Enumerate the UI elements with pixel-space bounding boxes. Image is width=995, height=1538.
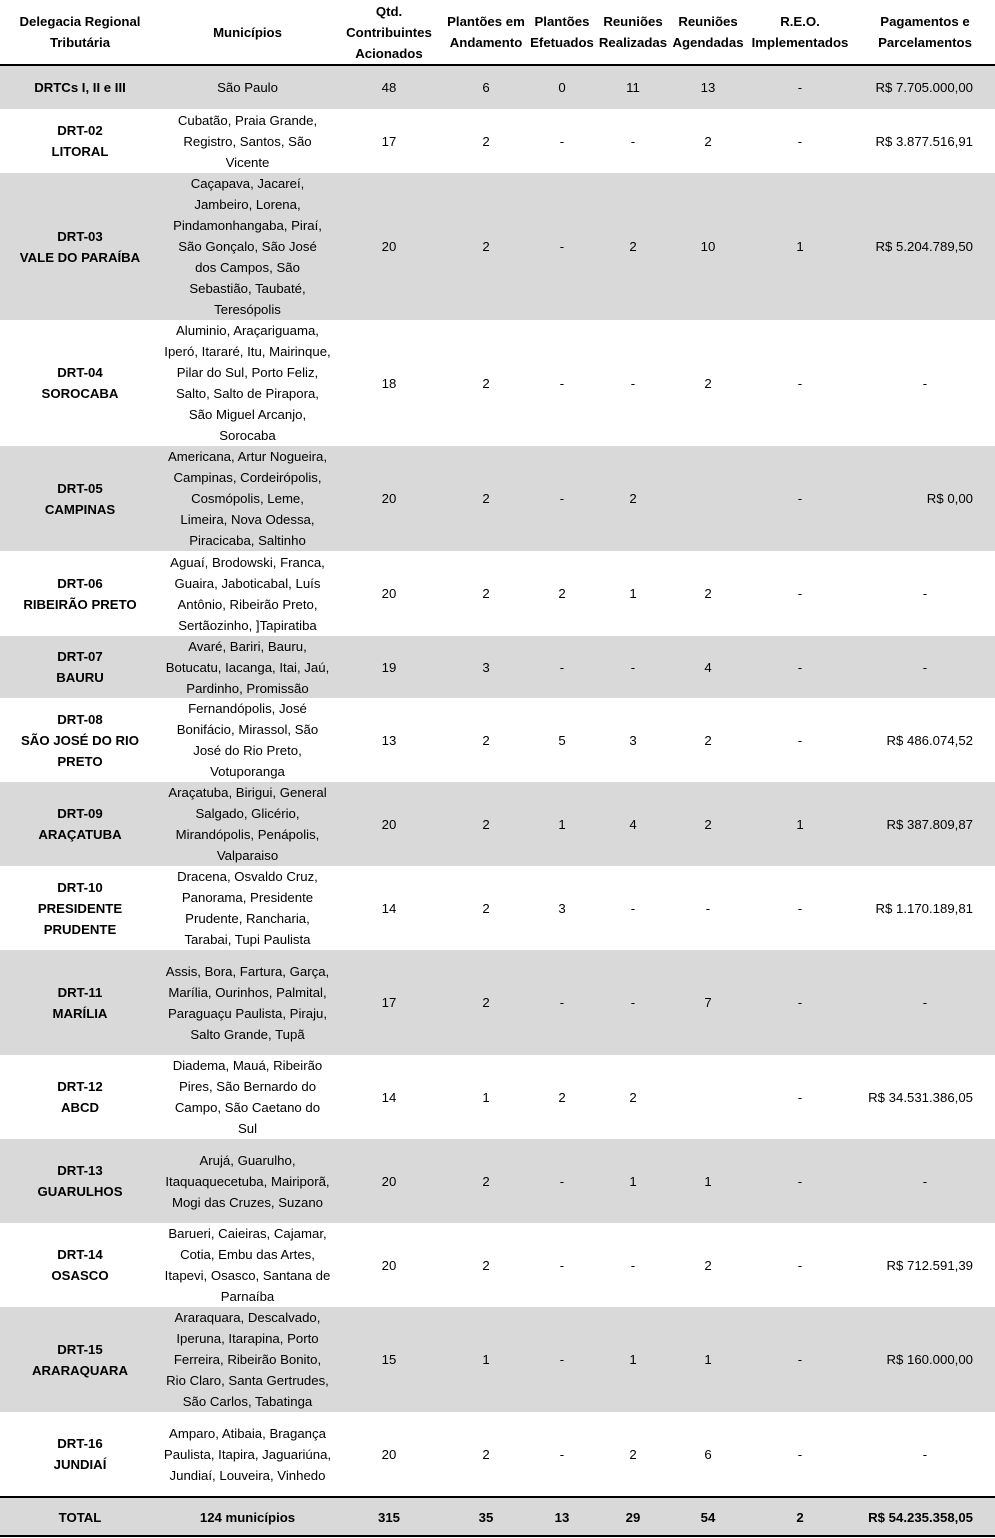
shifts-done-cell: - bbox=[559, 1446, 565, 1462]
contributors-cell: 13 bbox=[381, 732, 397, 748]
payments-cell: R$ 34.531.386,05 bbox=[868, 1089, 973, 1105]
shifts-done-cell: 13 bbox=[554, 1509, 570, 1525]
contributors-cell: 19 bbox=[381, 659, 397, 675]
municipalities-cell: Fernandópolis, José Bonifácio, Mirassol, São José do Rio Preto, Votuporanga bbox=[176, 701, 319, 779]
payments-cell: R$ 0,00 bbox=[926, 491, 973, 506]
header-region: Delegacia Regional Tributária bbox=[19, 14, 141, 50]
payments-cell: - bbox=[922, 995, 928, 1010]
meetings-done-cell: 1 bbox=[629, 586, 637, 601]
meetings-done-cell: - bbox=[630, 1257, 636, 1273]
payments-cell: - bbox=[922, 1173, 928, 1189]
reo-cell: - bbox=[797, 491, 803, 506]
meetings-scheduled-cell: 6 bbox=[704, 1446, 712, 1462]
municipalities-cell: Cubatão, Praia Grande, Registro, Santos, São Vicente bbox=[177, 112, 318, 170]
contributors-cell: 20 bbox=[381, 239, 397, 254]
shifts-ongoing-cell: 2 bbox=[482, 586, 490, 601]
table-row bbox=[0, 950, 995, 1055]
reo-cell: 1 bbox=[796, 816, 804, 832]
table-row bbox=[0, 109, 995, 173]
header-payments: Pagamentos e Parcelamentos bbox=[878, 14, 972, 50]
meetings-done-cell: 2 bbox=[629, 239, 637, 254]
region-cell: DRT-16 JUNDIAÍ bbox=[53, 1436, 107, 1472]
meetings-scheduled-cell: 13 bbox=[700, 80, 716, 95]
region-cell: DRT-07 BAURU bbox=[56, 649, 104, 685]
municipalities-cell: Barueri, Caieiras, Cajamar, Cotia, Embu das Artes, Itapevi, Osasco, Santana de Parnaíba bbox=[164, 1226, 331, 1304]
payments-cell: R$ 712.591,39 bbox=[886, 1257, 973, 1273]
municipalities-cell: Dracena, Osvaldo Cruz, Panorama, Presidente Prudente, Rancharia, Tarabai, Tupi Paulista bbox=[177, 869, 318, 947]
table-header bbox=[0, 0, 995, 64]
municipalities-cell: Amparo, Atibaia, Bragança Paulista, Itapira, Jaguariúna, Jundiaí, Louveira, Vinhedo bbox=[163, 1425, 332, 1483]
shifts-done-cell: - bbox=[559, 375, 565, 391]
municipalities-cell: 124 municípios bbox=[199, 1509, 296, 1525]
contributors-cell: 20 bbox=[381, 1173, 397, 1189]
reo-cell: - bbox=[797, 659, 803, 675]
meetings-done-cell: - bbox=[630, 995, 636, 1010]
meetings-done-cell: 2 bbox=[629, 1446, 637, 1462]
table-row bbox=[0, 1055, 995, 1139]
meetings-done-cell: 2 bbox=[629, 491, 637, 506]
region-cell: DRT-13 GUARULHOS bbox=[37, 1163, 123, 1199]
shifts-done-cell: - bbox=[559, 1257, 565, 1273]
municipalities-cell: Caçapava, Jacareí, Jambeiro, Lorena, Pindamonhangaba, Piraí, São Gonçalo, São José dos Campos, São Sebastião, Taubaté, Teresópolis bbox=[173, 176, 322, 317]
municipalities-cell: Araraquara, Descalvado, Iperuna, Itarapina, Porto Ferreira, Ribeirão Bonito, Rio Claro, Santa Gertrudes, São Carlos, Tabatinga bbox=[166, 1310, 329, 1409]
header-municipalities: Municípios bbox=[213, 24, 282, 40]
shifts-ongoing-cell: 2 bbox=[482, 375, 490, 391]
payments-cell: R$ 387.809,87 bbox=[886, 816, 973, 832]
payments-cell: R$ 486.074,52 bbox=[886, 732, 973, 748]
shifts-done-cell: - bbox=[559, 239, 565, 254]
meetings-done-cell: - bbox=[630, 375, 636, 391]
meetings-done-cell: 29 bbox=[625, 1509, 641, 1525]
shifts-ongoing-cell: 2 bbox=[482, 239, 490, 254]
payments-cell: R$ 7.705.000,00 bbox=[875, 80, 973, 95]
table-row bbox=[0, 636, 995, 698]
region-cell: DRT-12 ABCD bbox=[57, 1079, 103, 1115]
table-row bbox=[0, 446, 995, 551]
contributors-cell: 315 bbox=[377, 1509, 400, 1525]
shifts-done-cell: - bbox=[559, 1173, 565, 1189]
municipalities-cell: Americana, Artur Nogueira, Campinas, Cordeirópolis, Cosmópolis, Leme, Limeira, Nova Odessa, Piracicaba, Saltinho bbox=[167, 449, 328, 548]
header-meetings-scheduled: Reuniões Agendadas bbox=[672, 14, 744, 50]
reo-cell: - bbox=[797, 1257, 803, 1273]
region-cell: DRT-11 MARÍLIA bbox=[52, 984, 108, 1021]
meetings-scheduled-cell: 7 bbox=[704, 995, 712, 1010]
shifts-ongoing-cell: 2 bbox=[482, 133, 490, 149]
meetings-done-cell: - bbox=[630, 659, 636, 675]
reo-cell: - bbox=[797, 133, 803, 149]
meetings-scheduled-cell: 10 bbox=[700, 239, 716, 254]
shifts-done-cell: 1 bbox=[558, 816, 566, 832]
contributors-cell: 18 bbox=[381, 375, 397, 391]
table-row bbox=[0, 866, 995, 950]
meetings-done-cell: - bbox=[630, 133, 636, 149]
reo-cell: 1 bbox=[796, 239, 804, 254]
shifts-done-cell: - bbox=[559, 659, 565, 675]
shifts-ongoing-cell: 2 bbox=[482, 1446, 490, 1462]
reo-cell: - bbox=[797, 375, 803, 391]
meetings-scheduled-cell: 2 bbox=[704, 375, 712, 391]
meetings-scheduled-cell: - bbox=[705, 900, 711, 916]
shifts-ongoing-cell: 2 bbox=[482, 995, 490, 1010]
region-cell: DRTCs I, II e III bbox=[34, 80, 126, 95]
payments-cell: R$ 160.000,00 bbox=[886, 1352, 973, 1367]
meetings-scheduled-cell: 54 bbox=[700, 1509, 716, 1525]
meetings-scheduled-cell: 2 bbox=[704, 732, 712, 748]
shifts-done-cell: - bbox=[559, 133, 565, 149]
meetings-scheduled-cell bbox=[671, 1055, 745, 1139]
shifts-ongoing-cell: 2 bbox=[482, 1257, 490, 1273]
payments-cell: - bbox=[922, 659, 928, 675]
reo-cell: - bbox=[797, 586, 803, 601]
shifts-done-cell: 2 bbox=[558, 586, 566, 601]
table-row bbox=[0, 320, 995, 446]
region-cell: DRT-10 PRESIDENTE PRUDENTE bbox=[37, 879, 123, 937]
meetings-scheduled-cell: 4 bbox=[704, 659, 712, 675]
header-shifts-done: Plantões Efetuados bbox=[530, 14, 594, 50]
region-cell: DRT-15 ARARAQUARA bbox=[32, 1341, 128, 1378]
contributors-cell: 20 bbox=[381, 1257, 397, 1273]
shifts-ongoing-cell: 2 bbox=[482, 1173, 490, 1189]
meetings-done-cell: - bbox=[630, 900, 636, 916]
municipalities-cell: Arujá, Guarulho, Itaquaquecetuba, Mairiporã, Mogi das Cruzes, Suzano bbox=[165, 1152, 330, 1210]
header-meetings-done: Reuniões Realizadas bbox=[598, 14, 668, 50]
table-row bbox=[0, 1412, 995, 1496]
shifts-ongoing-cell: 2 bbox=[482, 732, 490, 748]
shifts-ongoing-cell: 1 bbox=[482, 1089, 490, 1105]
table-row bbox=[0, 1307, 995, 1412]
region-cell: DRT-05 CAMPINAS bbox=[44, 480, 116, 517]
payments-cell: - bbox=[922, 375, 928, 391]
table-row bbox=[0, 698, 995, 782]
meetings-scheduled-cell: 2 bbox=[704, 1257, 712, 1273]
shifts-ongoing-cell: 35 bbox=[478, 1509, 494, 1525]
total-row bbox=[0, 1496, 995, 1536]
contributors-cell: 20 bbox=[381, 491, 397, 506]
table-bottom-rule bbox=[0, 1535, 995, 1537]
shifts-ongoing-cell: 1 bbox=[482, 1352, 490, 1367]
meetings-done-cell: 2 bbox=[629, 1089, 637, 1105]
meetings-done-cell: 1 bbox=[629, 1173, 637, 1189]
region-cell: DRT-09 ARAÇATUBA bbox=[38, 806, 122, 842]
shifts-done-cell: - bbox=[559, 1352, 565, 1367]
payments-cell: - bbox=[922, 1446, 928, 1462]
payments-cell: R$ 3.877.516,91 bbox=[875, 133, 973, 149]
reo-cell: - bbox=[797, 900, 803, 916]
header-contributors: Qtd. Contribuintes Acionados bbox=[346, 3, 432, 61]
region-cell: DRT-06 RIBEIRÃO PRETO bbox=[23, 575, 137, 612]
contributors-cell: 14 bbox=[381, 900, 397, 916]
meetings-done-cell: 3 bbox=[629, 732, 637, 748]
shifts-done-cell: 2 bbox=[558, 1089, 566, 1105]
region-cell: DRT-08 SÃO JOSÉ DO RIO PRETO bbox=[21, 711, 139, 769]
contributors-cell: 14 bbox=[381, 1089, 397, 1105]
header-shifts-ongoing: Plantões em Andamento bbox=[447, 14, 525, 50]
region-cell: DRT-14 OSASCO bbox=[51, 1247, 109, 1283]
contributors-cell: 17 bbox=[381, 133, 397, 149]
table-row bbox=[0, 1139, 995, 1223]
shifts-done-cell: 0 bbox=[558, 80, 566, 95]
contributors-cell: 48 bbox=[381, 80, 397, 95]
payments-cell: R$ 54.235.358,05 bbox=[868, 1509, 973, 1525]
payments-cell: R$ 1.170.189,81 bbox=[875, 900, 973, 916]
region-cell: DRT-04 SOROCABA bbox=[41, 365, 119, 401]
contributors-cell: 20 bbox=[381, 816, 397, 832]
meetings-scheduled-cell bbox=[671, 446, 745, 551]
reo-cell: - bbox=[797, 1173, 803, 1189]
table-row bbox=[0, 173, 995, 320]
municipalities-cell: São Paulo bbox=[217, 80, 278, 95]
reo-cell: - bbox=[797, 80, 803, 95]
municipalities-cell: Avaré, Bariri, Bauru, Botucatu, Iacanga, Itai, Jaú, Pardinho, Promissão bbox=[165, 638, 330, 696]
table-row bbox=[0, 64, 995, 109]
meetings-scheduled-cell: 1 bbox=[704, 1173, 712, 1189]
municipalities-cell: Aluminio, Araçariguama, Iperó, Itararé, Itu, Mairinque, Pilar do Sul, Porto Feliz, Salto, Salto de Pirapora, São Miguel Arcanjo, Sorocaba bbox=[164, 323, 331, 443]
reo-cell: - bbox=[797, 1352, 803, 1367]
contributors-cell: 17 bbox=[381, 995, 397, 1010]
meetings-done-cell: 1 bbox=[629, 1352, 637, 1367]
shifts-done-cell: - bbox=[559, 491, 565, 506]
reo-cell: 2 bbox=[796, 1509, 804, 1525]
meetings-done-cell: 4 bbox=[629, 816, 637, 832]
municipalities-cell: Araçatuba, Birigui, General Salgado, Glicério, Mirandópolis, Penápolis, Valparaiso bbox=[168, 785, 327, 863]
shifts-ongoing-cell: 6 bbox=[482, 80, 490, 95]
reo-cell: - bbox=[797, 732, 803, 748]
contributors-cell: 20 bbox=[381, 1446, 397, 1462]
meetings-scheduled-cell: 2 bbox=[704, 586, 712, 601]
table-row bbox=[0, 551, 995, 636]
reo-cell: - bbox=[797, 1089, 803, 1105]
region-cell: DRT-02 LITORAL bbox=[51, 123, 109, 159]
region-cell: DRT-03 VALE DO PARAÍBA bbox=[19, 228, 141, 265]
shifts-done-cell: - bbox=[559, 995, 565, 1010]
municipalities-cell: Diadema, Mauá, Ribeirão Pires, São Bernardo do Campo, São Caetano do Sul bbox=[172, 1058, 323, 1136]
meetings-scheduled-cell: 2 bbox=[704, 133, 712, 149]
shifts-ongoing-cell: 3 bbox=[482, 659, 490, 675]
payments-cell: R$ 5.204.789,50 bbox=[875, 239, 973, 254]
meetings-scheduled-cell: 2 bbox=[704, 816, 712, 832]
shifts-done-cell: 5 bbox=[558, 732, 566, 748]
table-row bbox=[0, 1223, 995, 1307]
shifts-ongoing-cell: 2 bbox=[482, 816, 490, 832]
reo-cell: - bbox=[797, 995, 803, 1010]
contributors-cell: 20 bbox=[381, 586, 397, 601]
table-row bbox=[0, 782, 995, 866]
shifts-ongoing-cell: 2 bbox=[482, 491, 490, 506]
reo-cell: - bbox=[797, 1446, 803, 1462]
header-reo: R.E.O. Implementados bbox=[751, 14, 849, 50]
municipalities-cell: Aguaí, Brodowski, Franca, Guaira, Jaboticabal, Luís Antônio, Ribeirão Preto, Sertãozinho, ]Tapiratiba bbox=[170, 554, 325, 633]
contributors-cell: 15 bbox=[381, 1352, 397, 1367]
meetings-scheduled-cell: 1 bbox=[704, 1352, 712, 1367]
shifts-done-cell: 3 bbox=[558, 900, 566, 916]
region-cell: TOTAL bbox=[58, 1509, 102, 1525]
meetings-done-cell: 11 bbox=[626, 80, 640, 95]
shifts-ongoing-cell: 2 bbox=[482, 900, 490, 916]
municipalities-cell: Assis, Bora, Fartura, Garça, Marília, Ourinhos, Palmital, Paraguaçu Paulista, Piraju, Salto Grande, Tupã bbox=[165, 963, 330, 1042]
payments-cell: - bbox=[922, 586, 928, 601]
